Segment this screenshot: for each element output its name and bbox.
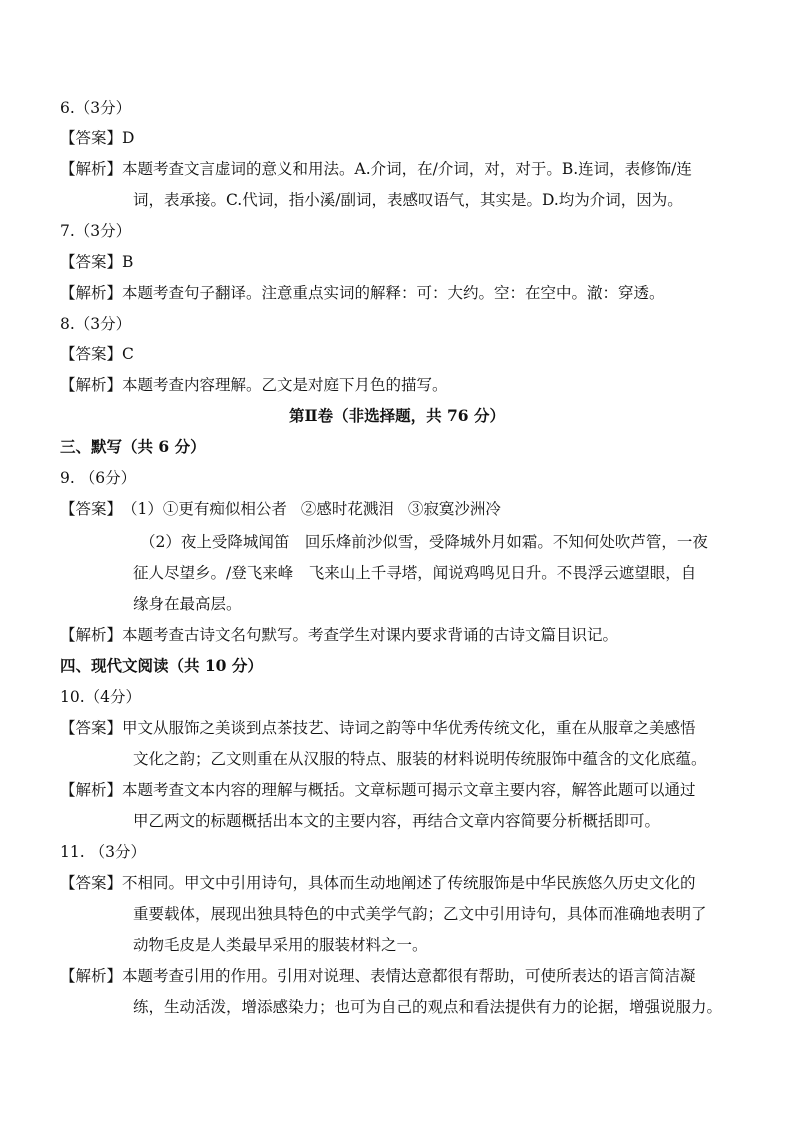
q11-analysis: [60, 966, 740, 986]
answer-text: B: [122, 253, 134, 271]
q6-analysis: [60, 159, 740, 179]
q10-header: 10.（4分）: [60, 688, 142, 706]
analysis-text: 本题考查引用的作用。引用对说理、表情达意都很有帮助，可使所表达的语言简洁凝: [122, 967, 696, 985]
q9-header: 9. （6分）: [60, 469, 137, 487]
q11-analysis-cont: 练，生动活泼，增添感染力；也可为自己的观点和看法提供有力的论据，增强说服力。: [133, 998, 723, 1016]
volume-title: 第Ⅱ卷（非选择题，共 76 分）: [289, 406, 505, 425]
answer-text: 甲文从服饰之美谈到点茶技艺、诗词之韵等中华优秀传统文化，重在从服章之美感悟: [122, 719, 696, 737]
q10-analysis-cont: 甲乙两文的标题概括出本文的主要内容，再结合文章内容简要分析概括即可。: [133, 812, 661, 830]
q9-answer-part2-line3: 缘身在最高层。: [133, 595, 242, 613]
q11-answer-cont-2: 动物毛皮是人类最早采用的服装材料之一。: [133, 936, 428, 954]
q9-answer-part2-line1: （2）夜上受降城闻笛 回乐烽前沙似雪，受降城外月如霜。不知何处吹芦管，一夜: [140, 533, 708, 551]
q11-header: 11. （3分）: [60, 843, 146, 861]
q11-answer: [60, 873, 740, 893]
q8-analysis: [60, 375, 740, 395]
q8-header: 8.（3分）: [60, 315, 132, 333]
q6-analysis-cont: 词，表承接。C.代词，指小溪/副词，表感叹语气，其实是。D.均为介词，因为。: [133, 191, 683, 209]
analysis-label: 【解析】: [60, 376, 123, 394]
q9-answer: [60, 499, 740, 519]
analysis-label: 【解析】: [60, 284, 123, 302]
answer-text: C: [122, 345, 134, 363]
analysis-label: 【解析】: [60, 967, 123, 985]
analysis-text: 本题考查文言虚词的意义和用法。A.介词，在/介词，对，对于。B.连词，表修饰/连: [122, 160, 692, 178]
analysis-text: 本题考查句子翻译。注意重点实词的解释：可：大约。空：在空中。澈：穿透。: [122, 284, 665, 302]
q10-answer: [60, 718, 740, 738]
answer-label: 【答案】: [60, 719, 123, 737]
answer-part1-b: ②感时花溅泪: [300, 500, 394, 518]
answer-part1-number: （1）: [122, 500, 163, 518]
analysis-text: 本题考查古诗文名句默写。考查学生对课内要求背诵的古诗文篇目识记。: [122, 626, 619, 644]
analysis-label: 【解析】: [60, 781, 123, 799]
q9-answer-part2-line2: 征人尽望乡。/登飞来峰 飞来山上千寻塔，闻说鸡鸣见日升。不畏浮云遮望眼，自: [133, 564, 697, 582]
q9-analysis: [60, 625, 740, 645]
analysis-text: 本题考查内容理解。乙文是对庭下月色的描写。: [122, 376, 448, 394]
q10-analysis: [60, 780, 740, 800]
answer-label: 【答案】: [60, 253, 123, 271]
section-3-title: 三、默写（共 6 分）: [60, 437, 206, 456]
section-4-title: 四、现代文阅读（共 10 分）: [60, 656, 263, 675]
answer-text: 不相同。甲文中引用诗句，具体而生动地阐述了传统服饰是中华民族悠久历史文化的: [122, 874, 696, 892]
analysis-label: 【解析】: [60, 626, 123, 644]
analysis-label: 【解析】: [60, 160, 123, 178]
answer-label: 【答案】: [60, 345, 123, 363]
q7-analysis: [60, 283, 740, 303]
q6-answer: [60, 128, 740, 148]
analysis-text: 本题考查文本内容的理解与概括。文章标题可揭示文章主要内容，解答此题可以通过: [122, 781, 696, 799]
q7-header: 7.（3分）: [60, 222, 132, 240]
answer-label: 【答案】: [60, 500, 123, 518]
answer-text: D: [122, 129, 135, 147]
answer-label: 【答案】: [60, 129, 123, 147]
q10-answer-cont: 文化之韵；乙文则重在从汉服的特点、服装的材料说明传统服饰中蕴含的文化底蕴。: [133, 750, 707, 768]
answer-part1-c: ③寂寞沙洲冷: [407, 500, 501, 518]
answer-label: 【答案】: [60, 874, 123, 892]
q7-answer: [60, 252, 740, 272]
q11-answer-cont-1: 重要载体，展现出独具特色的中式美学气韵；乙文中引用诗句，具体而准确地表明了: [133, 905, 707, 923]
q6-header: 6.（3分）: [60, 99, 132, 117]
q8-answer: [60, 344, 740, 364]
answer-part1-a: ①更有痴似相公者: [162, 500, 287, 518]
